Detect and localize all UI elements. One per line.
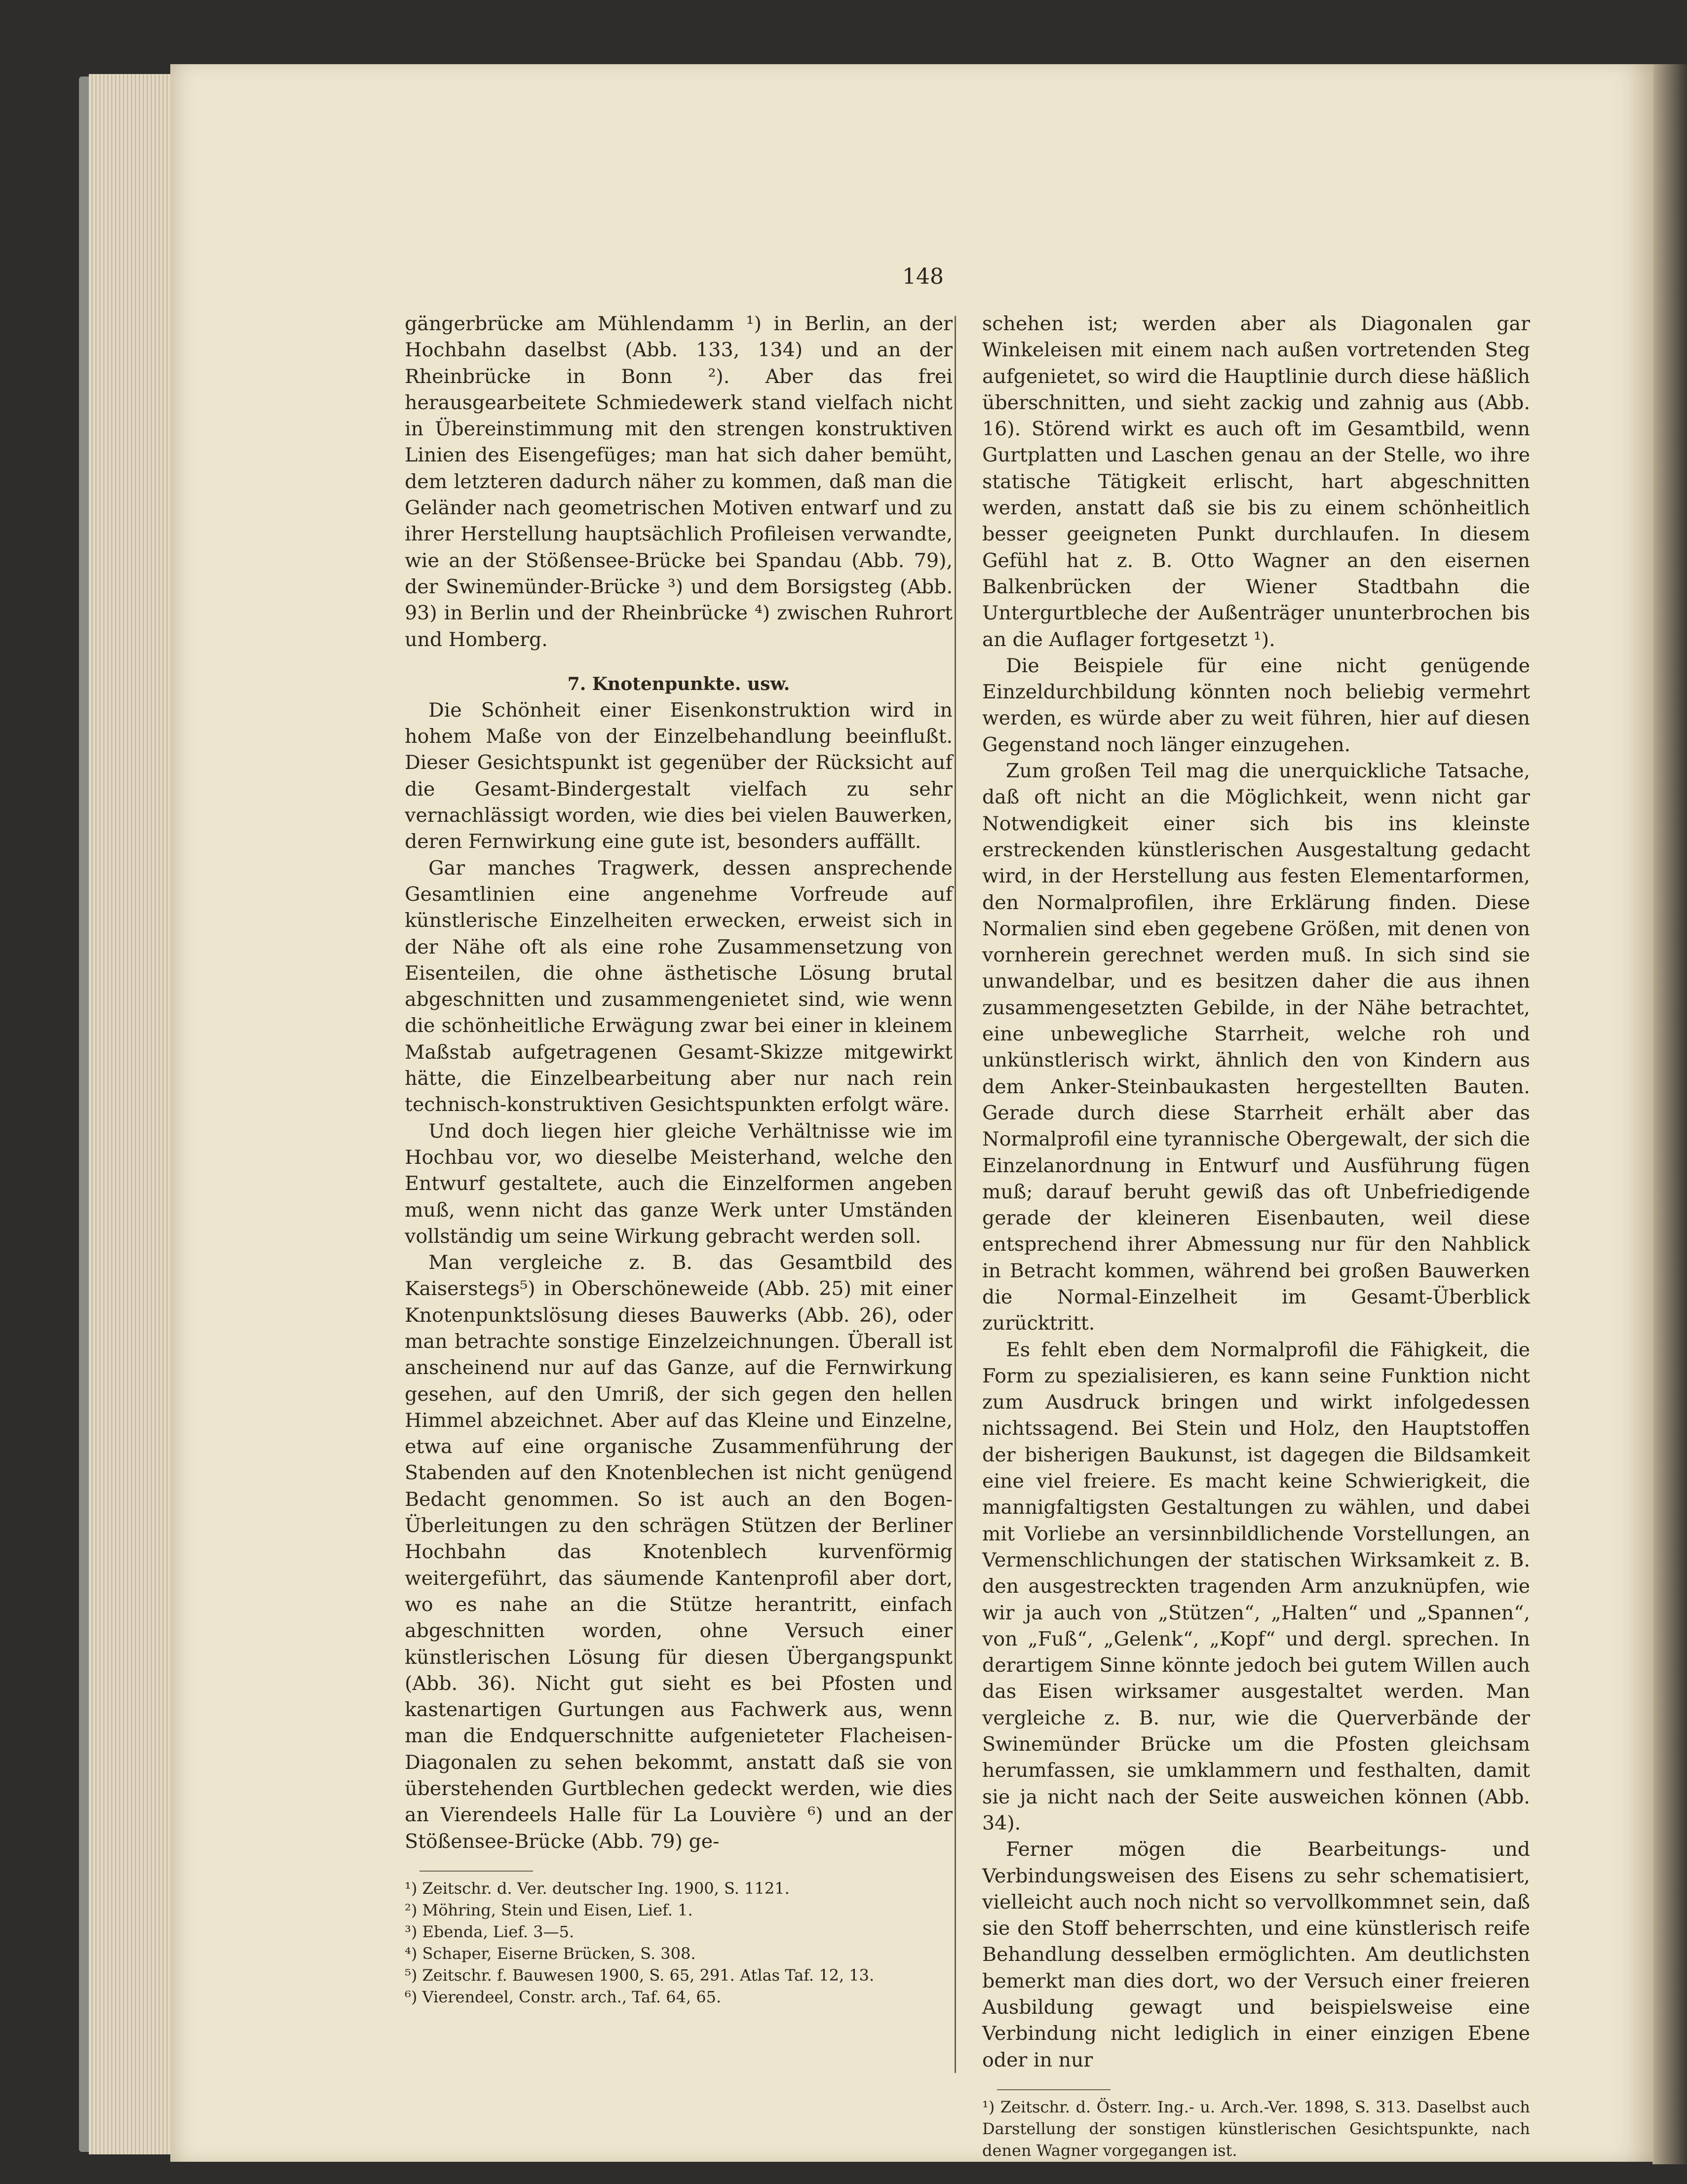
paragraph: Man vergleiche z. B. das Gesamtbild des Kaiserstegs⁵) in Oberschöneweide (Abb. 25) mit einer Knotenpunktslösung dieses Bauwerks (Abb. 26), oder man betrachte sonstige Einzelzeichnungen. Überall ist anscheinend nur auf das Ganze, auf die Fernwirkung gesehen, auf den Umriß, der sich gegen den hellen Himmel abzeichnet. Aber auf das Kleine und Einzelne, etwa auf eine organische Zusammenführung der Stabenden auf den Knotenblechen ist nicht genügend Bedacht genommen. So ist auch an den Bogen-Überleitungen zu den schrägen Stützen der Berliner Hochbahn das Knotenblech kurvenförmig weitergeführt, das säumende Kantenprofil aber dort, wo es nahe an die Stütze herantritt, einfach abgeschnitten worden, ohne Versuch einer künstlerischen Lösung für diesen Übergangspunkt (Abb. 36). Nicht gut sieht es bei Pfosten und kastenartigen Gurtungen aus Fachwerk aus, wenn man die Endquerschnitte aufgenieteter Flacheisen-Diagonalen zu sehen bekommt, anstatt daß sie von überstehenden Gurtblechen gedeckt werden, wie dies an Vierendeels Halle für La Louvière ⁶) und an der Stößensee-Brücke (Abb. 79) ge-: [405, 1251, 953, 1853]
section-heading: 7. Knotenpunkte. usw.: [567, 673, 790, 694]
paragraph: Es fehlt eben dem Normalprofil die Fähigkeit, die Form zu spezialisieren, es kann seine Funktion nicht zum Ausdruck bringen und wirkt infolgedessen nichtssagend. Bei Stein und Holz, den Hauptstoffen der bisherigen Baukunst, ist dagegen die Bildsamkeit eine viel freiere. Es macht keine Schwierigkeit, die mannigfaltigsten Gestaltungen zu wählen, und dabei mit Vorliebe an versinnbildlichende Vorstellungen, an Vermenschlichungen der statischen Wirksamkeit z. B. den ausgestreckten tragenden Arm anzuknüpfen, wie wir ja auch von „Stützen“, „Halten“ und „Spannen“, von „Fuß“, „Gelenk“, „Kopf“ und dergl. sprechen. In derartigem Sinne könnte jedoch bei gutem Willen auch das Eisen wirksamer ausgestaltet werden. Man vergleiche z. B. nur, wie die Querverbände der Swinemünder Brücke um die Pfosten gleichsam herumfassen, sie umklammern und festhalten, damit sie ja nicht nach der Seite ausweichen können (Abb. 34).: [982, 1338, 1530, 1835]
footnotes: [982, 2096, 1530, 2161]
footnote: ¹) Zeitschr. d. Österr. Ing.- u. Arch.-Ver. 1898, S. 313. Daselbst auch Darstellung der sonstigen künstlerischen Gesichtspunkte, nach denen Wagner vorgegangen ist.: [982, 2097, 1530, 2160]
paragraph: Zum großen Teil mag die unerquickliche Tatsache, daß oft nicht an die Möglichkeit, wenn nicht gar Notwendigkeit einer sich bis ins kleinste erstreckenden künstlerischen Ausgestaltung gedacht wird, in der Herstellung aus festen Elementarformen, den Normalprofilen, ihre Erklärung finden. Diese Normalien sind eben gegebene Größen, mit denen von vornherein gerechnet werden muß. In sich sind sie unwandelbar, und es besitzen daher die aus ihnen zusammengesetzten Gebilde, in der Nähe betrachtet, eine unbewegliche Starrheit, welche roh und unkünstlerisch wirkt, ähnlich den von Kindern aus dem Anker-Steinbaukasten hergestellten Bauten. Gerade durch diese Starrheit erhält aber das Normalprofil eine tyrannische Obergewalt, der sich die Einzelanordnung in Entwurf und Ausführung fügen muß; darauf beruht gewiß das oft Unbefriedigende gerade der kleineren Eisenbauten, weil diese entsprechend ihrer Abmessung nur für den Nahblick in Betracht kommen, während bei großen Bauwerken die Normal-Einzelheit im Gesamt-Überblick zurücktritt.: [982, 760, 1530, 1335]
page-number: 148: [902, 264, 944, 289]
paragraph: Gar manches Tragwerk, dessen ansprechende Gesamtlinien eine angenehme Vorfreude auf künstlerische Einzelheiten erwecken, erweist sich in der Nähe oft als eine rohe Zusammensetzung von Eisenteilen, die ohne ästhetische Lösung brutal abgeschnitten und zusammengenietet sind, wie wenn die schönheitliche Erwägung zwar bei einer in kleinem Maßstab aufgetragenen Gesamt-Skizze mitgewirkt hätte, die Einzelbearbeitung aber nur nach rein technisch-konstruktiven Gesichtspunkten erfolgt wäre.: [405, 856, 953, 1116]
footnote-divider: [420, 1871, 533, 1872]
page-curl-edge: [1652, 64, 1687, 2164]
paragraph: Und doch liegen hier gleiche Verhältnisse wie im Hochbau vor, wo dieselbe Meisterhand, welche den Entwurf gestaltete, auch die Einzelformen angeben muß, wenn nicht das ganze Werk unter Umständen vollständig um seine Wirkung gebracht werden soll.: [405, 1119, 953, 1248]
footnote: ⁴) Schaper, Eiserne Brücken, S. 308.: [405, 1944, 696, 1963]
footnotes: [405, 1877, 953, 2008]
paragraph: Die Beispiele für eine nicht genügende Einzeldurchbildung könnten noch beliebig vermehrt werden, es würde aber zu weit führen, hier auf diesen Gegenstand noch länger einzugehen.: [982, 654, 1530, 756]
footnote: ⁵) Zeitschr. f. Bauwesen 1900, S. 65, 291. Atlas Taf. 12, 13.: [405, 1965, 875, 1985]
paragraph: schehen ist; werden aber als Diagonalen gar Winkeleisen mit einem nach außen vortretenden Steg aufgenietet, so wird die Hauptlinie durch diese häßlich überschnitten, und sieht zackig und zahnig aus (Abb. 16). Störend wirkt es auch oft im Gesamtbild, wenn Gurtplatten und Laschen genau an der Stelle, wo ihre statische Tätigkeit erlischt, hart abgeschnitten werden, anstatt daß sie bis zu einem schönheitlich besser geeigneten Punkt durchlaufen. In diesem Gefühl hat z. B. Otto Wagner an den eisernen Balkenbrücken der Wiener Stadtbahn die Untergurtbleche der Außenträger ununterbrochen bis an die Auflager fortgesetzt ¹).: [982, 312, 1530, 651]
left-column: [405, 311, 953, 2008]
paragraph: gängerbrücke am Mühlendamm ¹) in Berlin, an der Hochbahn daselbst (Abb. 133, 134) und an der Rheinbrücke in Bonn ²). Aber das frei herausgearbeitete Schmiedewerk stand vielfach nicht in Übereinstimmung mit den strengen konstruktiven Linien des Eisengefüges; man hat sich daher bemüht, dem letzteren dadurch näher zu kommen, daß man die Geländer nach geometrischen Motiven entwarf und zu ihrer Herstellung hauptsächlich Profileisen verwandte, wie an der Stößensee-Brücke bei Spandau (Abb. 79), der Swinemünder-Brücke ³) und dem Borsigsteg (Abb. 93) in Berlin und der Rheinbrücke ⁴) zwischen Ruhrort und Homberg.: [405, 312, 953, 651]
column-divider: [955, 316, 956, 2073]
right-column: [982, 311, 1530, 2161]
paragraph: Ferner mögen die Bearbeitungs- und Verbindungsweisen des Eisens zu sehr schematisiert, vielleicht auch noch nicht so vervollkommnet sein, daß sie den Stoff beherrschten, und eine künstlerisch reife Behandlung desselben ermöglichten. Am deutlichsten bemerkt man dies dort, wo der Versuch einer freieren Ausbildung gewagt und beispielsweise eine Verbindung nicht lediglich in einer einzigen Ebene oder in nur: [982, 1838, 1530, 2071]
footnote: ³) Ebenda, Lief. 3—5.: [405, 1922, 575, 1941]
paragraph: Die Schönheit einer Eisenkonstruktion wird in hohem Maße von der Einzelbehandlung beeinflußt. Dieser Gesichtspunkt ist gegenüber der Rücksicht auf die Gesamt-Bindergestalt vielfach zu sehr vernachlässigt worden, wie dies bei vielen Bauwerken, deren Fernwirkung eine gute ist, besonders auffällt.: [405, 698, 953, 853]
footnote: ⁶) Vierendeel, Constr. arch., Taf. 64, 65.: [405, 1987, 722, 2006]
footnote-divider: [997, 2089, 1111, 2090]
footnote: ¹) Zeitschr. d. Ver. deutscher Ing. 1900, S. 1121.: [405, 1878, 790, 1898]
footnote: ²) Möhring, Stein und Eisen, Lief. 1.: [405, 1900, 693, 1919]
